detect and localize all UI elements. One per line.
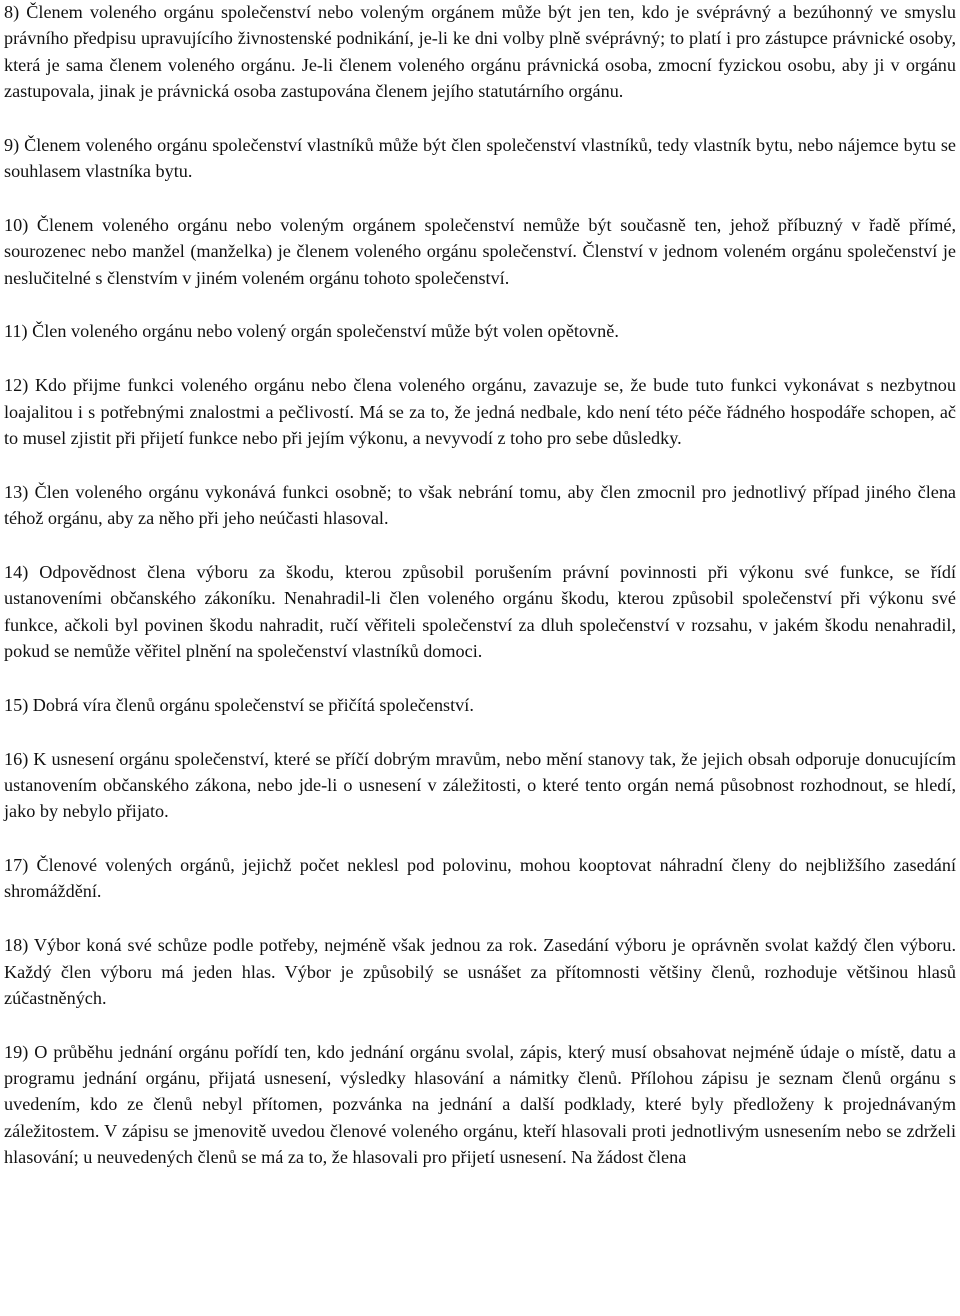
paragraph-18: 18) Výbor koná své schůze podle potřeby, nejméně však jednou za rok. Zasedání výboru je oprávněn svolat každý člen výboru. Každý člen výboru má jeden hlas. Výbor je způsobilý se usnášet za přítomnosti většiny členů, rozhoduje většinou hlasů zúčastněných. [4, 935, 956, 1008]
paragraph-14: 14) Odpovědnost člena výboru za škodu, kterou způsobil porušením právní povinnosti při výkonu své funkce, se řídí ustanoveními občanského zákoníku. Nenahradil-li člen voleného orgánu škodu, kterou způsobil společenství při výkonu své funkce, ačkoli byl povinen škodu nahradit, ručí věřiteli společenství za dluh společenství v rozsahu, v jakém škodu nenahradil, pokud se nemůže věřitel plnění na společenství vlastníků domoci. [4, 562, 956, 661]
paragraph-15: 15) Dobrá víra členů orgánu společenství se přičítá společenství. [4, 694, 474, 715]
paragraph-8: 8) Členem voleného orgánu společenství nebo voleným orgánem může být jen ten, kdo je svéprávný a bezúhonný ve smyslu právního předpisu upravujícího živnostenské podnikání, je-li ke dni volby plně svéprávný; to platí i pro zástupce právnické osoby, která je sama členem voleného orgánu. Je-li členem voleného orgánu právnická osoba, zmocní fyzickou osobu, aby ji v orgánu zastupovala, jinak je právnická osoba zastupována členem jejího statutárního orgánu. [4, 2, 956, 101]
paragraph-16: 16) K usnesení orgánu společenství, které se příčí dobrým mravům, nebo mění stanovy tak, že jejich obsah odporuje donucujícím ustanovením občanského zákona, nebo jde-li o usnesení v záležitosti, o které tento orgán nemá působnost rozhodnout, se hledí, jako by nebylo přijato. [4, 748, 956, 822]
paragraph-10: 10) Členem voleného orgánu nebo voleným orgánem společenství nemůže být současně ten, jehož příbuzný v řadě přímé, sourozenec nebo manžel (manželka) je členem voleného orgánu společenství. Členství v jednom voleném orgánu společenství je neslučitelné s členstvím v jiném voleném orgánu tohoto společenství. [4, 214, 956, 288]
paragraph-12: 12) Kdo přijme funkci voleného orgánu nebo člena voleného orgánu, zavazuje se, že bude tuto funkci vykonávat s nezbytnou loajalitou i s potřebnými znalostmi a pečlivostí. Má se za to, že jedná nedbale, kdo není této péče řádného hospodáře schopen, ač to musel zjistit při přijetí funkce nebo při jejím výkonu, a nevyvodí z toho pro sebe důsledky. [4, 375, 956, 448]
paragraph-19: 19) O průběhu jednání orgánu pořídí ten, kdo jednání orgánu svolal, zápis, který musí obsahovat nejméně údaje o místě, datu a programu jednání orgánu, přijatá usnesení, výsledky hlasování a námitky členů. Přílohou zápisu je seznam členů orgánu s uvedením, kdo ze členů nebyl přítomen, pozvánka na jednání a další podklady, které byly předloženy k projednávaným záležitostem. V zápisu se jmenovitě uvedou členové voleného orgánu, kteří hlasovali proti jednotlivým usnesením nebo se zdrželi hlasování; u neuvedených členů se má za to, že hlasovali pro přijetí usnesení. Na žádost člena [4, 1041, 956, 1168]
paragraph-11: 11) Člen voleného orgánu nebo volený orgán společenství může být volen opětovně. [4, 321, 619, 342]
paragraph-17: 17) Členové volených orgánů, jejichž počet neklesl pod polovinu, mohou kooptovat náhradní členy do nejbližšího zasedání shromáždění. [4, 855, 956, 902]
paragraph-9: 9) Členem voleného orgánu společenství vlastníků může být člen společenství vlastníků, tedy vlastník bytu, nebo nájemce bytu se souhlasem vlastníka bytu. [4, 134, 956, 182]
paragraph-13: 13) Člen voleného orgánu vykonává funkci osobně; to však nebrání tomu, aby člen zmocnil pro jednotlivý případ jiného člena téhož orgánu, aby za něho při jeho neúčasti hlasoval. [4, 481, 956, 529]
